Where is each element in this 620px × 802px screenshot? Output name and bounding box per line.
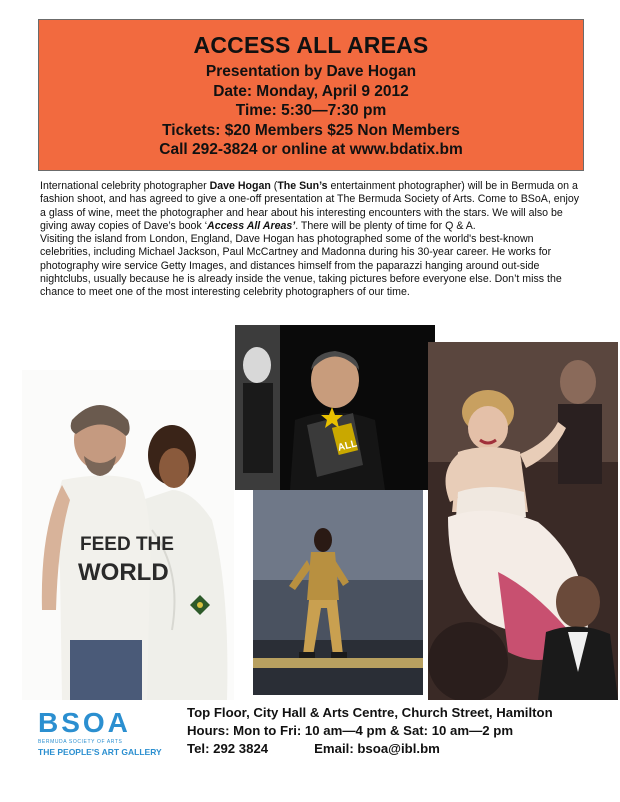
event-banner [38, 19, 584, 171]
date-line: Date: Monday, April 9 2012 [213, 82, 409, 100]
event-title: ACCESS ALL AREAS [193, 32, 429, 58]
email-address: Email: bsoa@ibl.bm [314, 741, 440, 756]
book-title: Access All Areas’ [207, 219, 296, 232]
venue-info [187, 704, 612, 758]
presenter-line: Presentation by Dave Hogan [205, 63, 417, 80]
newspaper-name: The Sun’s [277, 180, 328, 192]
description-paragraph-2: Visiting the island from London, England, Dave Hogan has photographed some of the world's best-known celebrities, including Michael Jackson, Paul McCartney and Madonna during his 30-year career. He works for photography wire service Getty Images, and distances himself from the paparazzi hanging around out-side nightclubs, usually because he is already inside the venue, taking pictures before everyone else. Don’t miss the chance to meet one of the most interesting celebrity photographers of our time. [40, 233, 562, 299]
photo-michael-jackson [253, 490, 423, 695]
photo-feed-the-world [22, 370, 234, 700]
time-line: Time: 5:30—7:30 pm [235, 102, 387, 119]
opening-hours: Hours: Mon to Fri: 10 am—4 pm & Sat: 10 am—2 pm [187, 723, 514, 738]
shirt-text-line-2: WORLD [78, 559, 169, 586]
photo-madonna [428, 342, 618, 700]
shirt-text-line-1: FEED THE [80, 534, 174, 555]
telephone: Tel: 292 3824 [187, 741, 269, 756]
description-paragraph-1: International celebrity photographer Dave Hogan (The Sun’s entertainment photographer) will be in Bermuda on a fashion shoot, and has agreed to give a one-off presentation at The Bermuda Society of Arts. Come to BSoA, enjoy a glass of wine, meet the photographer and hear about his interesting encounters with the stars. We will also be giving away copies of Dave’s book ‘Access All Areas’. There will be plenty of time for Q & A. [40, 180, 580, 232]
logo-subtitle: BERMUDA SOCIETY OF ARTS [38, 739, 123, 745]
contact-row [187, 740, 612, 758]
call-line: Call 292-3824 or online at www.bdatix.bm [159, 141, 463, 158]
logo-wordmark: BSOA [38, 707, 131, 738]
bsoa-logo [38, 708, 168, 764]
venue-address: Top Floor, City Hall & Arts Centre, Church Street, Hamilton [187, 705, 553, 720]
book-cover-text: ALL [336, 438, 359, 454]
photo-dave-hogan [235, 325, 435, 490]
tickets-line: Tickets: $20 Members $25 Non Members [162, 121, 460, 139]
logo-tagline: THE PEOPLE'S ART GALLERY [38, 747, 162, 757]
event-description [40, 180, 585, 300]
photographer-name: Dave Hogan [209, 180, 271, 192]
